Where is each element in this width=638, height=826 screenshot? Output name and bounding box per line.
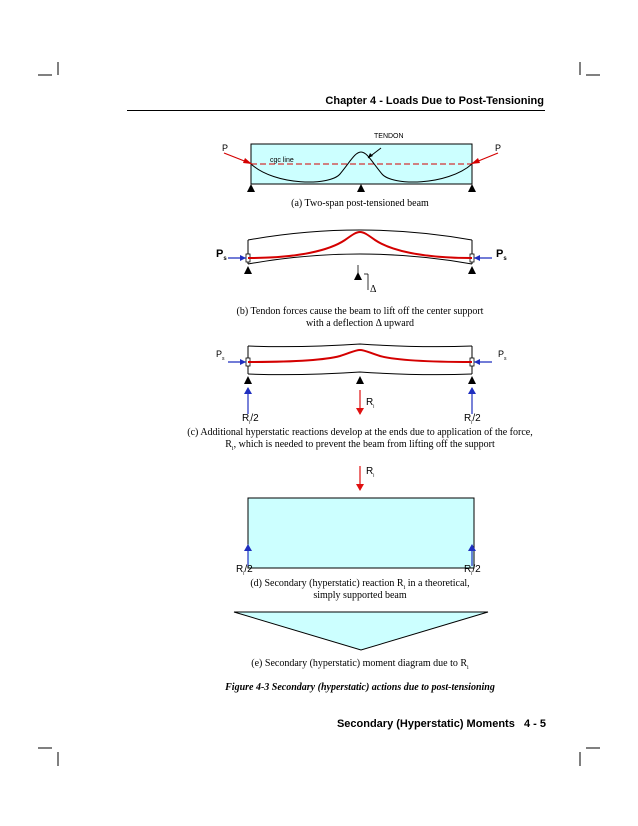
- beam-c-top: [248, 344, 472, 347]
- label-ri2-right-d: $R_i/2$: [464, 564, 481, 577]
- label-ri2-left-c: $R_i/2$: [242, 413, 259, 426]
- label-cgc-line: cgc line: [270, 157, 294, 164]
- caption-c-line2: $R_i$, which is needed to prevent the beam from lifting off the support: [225, 439, 495, 452]
- caption-a: (a) Two-span post-tensioned beam: [291, 198, 429, 209]
- page-footer: Secondary (Hyperstatic) Moments 4 - 5: [336, 718, 546, 730]
- label-delta: Δ: [370, 284, 377, 295]
- caption-e: (e) Secondary (hyperstatic) moment diagram due to $R_i$: [251, 658, 469, 671]
- panel-e-diagram: [200, 608, 520, 658]
- caption-b-line1: (b) Tendon forces cause the beam to lift off the center support: [236, 306, 484, 317]
- label-ri-c: $R_i$: [366, 397, 375, 410]
- panel-c-diagram: [200, 338, 520, 418]
- tendon-profile-c: [248, 350, 472, 362]
- figure-caption: Figure 4-3 Secondary (hyperstatic) actions due to post-tensioning: [225, 682, 495, 693]
- label-ps-left-c: $P_s$: [216, 349, 225, 362]
- label-p-left-a: P: [222, 143, 229, 153]
- label-ri2-left-d: $R_i/2$: [236, 564, 253, 577]
- label-ps-left-b: $P_s$: [216, 248, 227, 263]
- caption-d-line2: simply supported beam: [313, 590, 407, 601]
- page-header: Chapter 4 - Loads Due to Post-Tensioning: [325, 95, 544, 107]
- panel-a-diagram: [200, 128, 520, 198]
- label-tendon: TENDON: [374, 133, 404, 140]
- label-ri2-right-c: $R_i/2$: [464, 413, 481, 426]
- label-ri-d: $R_i$: [366, 466, 375, 479]
- label-ps-right-c: $P_s$: [498, 349, 507, 362]
- beam-c-bottom: [248, 372, 472, 375]
- supports-b: [244, 266, 476, 280]
- supports-a: [247, 184, 476, 192]
- supports-c: [244, 376, 476, 384]
- label-p-right-a: P: [495, 143, 502, 153]
- moment-diagram: [234, 612, 488, 650]
- caption-c-line1: (c) Additional hyperstatic reactions develop at the ends due to application of the force,: [187, 427, 533, 438]
- panel-b-diagram: [200, 218, 520, 300]
- caption-d-line1: (d) Secondary (hyperstatic) reaction $R_i$ in a theoretical,: [250, 578, 470, 591]
- label-ps-right-b: $P_s$: [496, 248, 507, 263]
- header-rule: [127, 110, 545, 111]
- caption-b-line2: with a deflection Δ upward: [305, 318, 415, 329]
- beam-b-bottom: [248, 254, 472, 264]
